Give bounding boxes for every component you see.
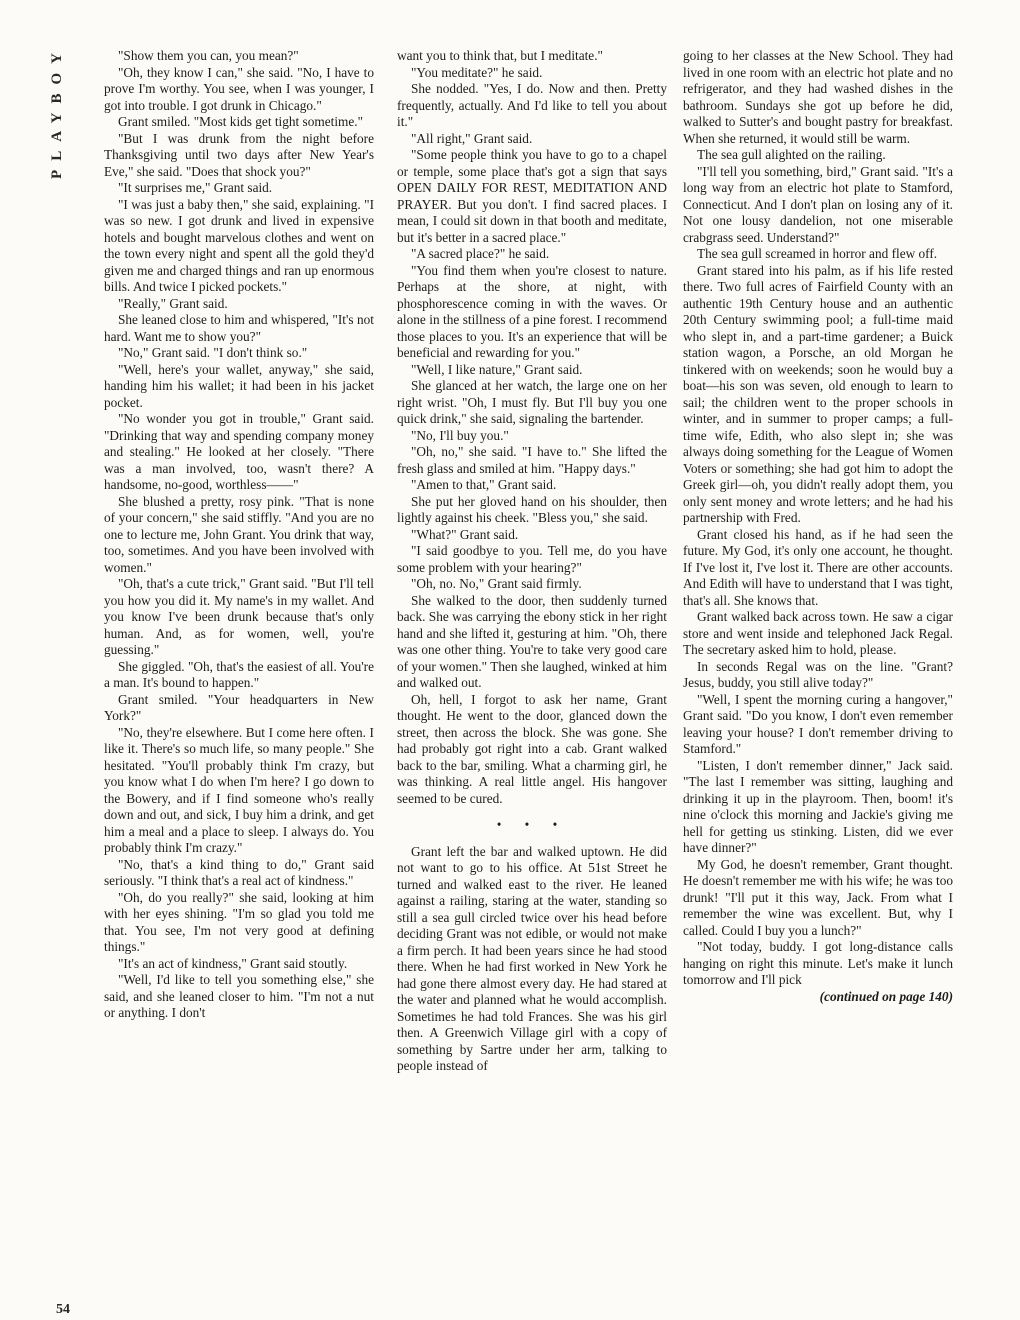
paragraph: "You find them when you're closest to nature. Perhaps at the shore, at night, with phosphorescence coming in with the waves. Or alone in the stillness of a pine forest. I recommend those places to you. It's an experience that will be beneficial and rewarding for you.": [397, 262, 667, 360]
paragraph: "But I was drunk from the night before Thanksgiving until two days after New Year's Eve," she said. "Does that shock you?": [104, 130, 374, 179]
paragraph: "Well, here's your wallet, anyway," she said, handing him his wallet; it had been in his jacket pocket.: [104, 361, 374, 410]
paragraph: "No, I'll buy you.": [411, 427, 509, 443]
paragraph: Grant left the bar and walked uptown. He did not want to go to his office. At 51st Street he turned and walked east to the river. He leaned against a railing, staring at the water, standing so still a sea gull circled twice over his head before deciding Grant was not edible, or would not make a firm perch. It had been years since he had stood there. When he had first worked in New York he had gone there almost every day. He had stared at the water and planned what he would accomplish. Sometimes he had told Frances. She was his girl then. A Greenwich Village girl with a copy of something by Sartre under her arm, talking to people instead of: [397, 843, 667, 1073]
paragraph: She leaned close to him and whispered, "It's not hard. Want me to show you?": [104, 312, 374, 344]
paragraph: My God, he doesn't remember, Grant thought. He doesn't remember me with his wife; he was too drunk! "I'll put it this way, Jack. From what I remember the wine was excellent. But, why I called. Could I buy you a lunch?": [683, 856, 953, 938]
paragraph: She nodded. "Yes, I do. Now and then. Pretty frequently, actually. And I'd like to tell you about it.": [397, 81, 667, 129]
paragraph: She giggled. "Oh, that's the easiest of all. You're a man. It's bound to happen.": [104, 658, 374, 690]
paragraph: "Really," Grant said.: [118, 295, 228, 311]
paragraph: "Oh, that's a cute trick," Grant said. "But I'll tell you how you did it. My name's in my wallet. And you know I've been drunk because that's only human. And, as for women, well, you're guessing.": [104, 576, 374, 657]
paragraph: "I was just a baby then," she said, explaining. "I was so new. I got drunk and lived in expensive hotels and bought marvelous clothes and went on the town every night and spent all the gold they'd given me and charged things and ran up enormous bills. And twice I picked pockets.": [104, 196, 374, 294]
paragraph: going to her classes at the New School. They had lived in one room with an electric hot plate and no refrigerator, and they had washed dishes in the bathroom. Sundays she got up before he did, walked to Sutter's and bought pastry for breakfast. When she returned, it would still be warm.: [683, 48, 953, 146]
paragraph: "Oh, they know I can," she said. "No, I have to prove I'm worthy. You see, when I was younger, I got into trouble. I got drunk in Chicago.": [104, 64, 374, 113]
paragraph: Grant closed his hand, as if he had seen the future. My God, it's only one account, he thought. If I've lost it, I've lost it. There are other accounts. And Edith will have to understand that I was tight, that's all. She knows that.: [683, 526, 953, 608]
magazine-masthead: PLAYBOY: [49, 44, 65, 179]
paragraph: Grant smiled. "Your headquarters in New York?": [104, 691, 374, 723]
paragraph: "I said goodbye to you. Tell me, do you have some problem with your hearing?": [397, 543, 667, 575]
column-3: [683, 48, 953, 1005]
paragraph: The sea gull alighted on the railing.: [697, 147, 886, 162]
paragraph: She blushed a pretty, rosy pink. "That is none of your concern," she said stiffly. "And you are no one to lecture me, John Grant. You drink that way, too, sometimes. And you have been involved with women.": [104, 493, 374, 575]
paragraph: "Oh, no," she said. "I have to." She lifted the fresh glass and smiled at him. "Happy days.": [397, 444, 667, 476]
paragraph: "What?" Grant said.: [411, 526, 519, 542]
paragraph: She put her gloved hand on his shoulder, then lightly against his cheek. "Bless you," she said.: [397, 493, 667, 525]
paragraph: "Well, I like nature," Grant said.: [411, 361, 583, 377]
paragraph: She glanced at her watch, the large one on her right wrist. "Oh, I must fly. But I'll buy you one quick drink," she said, signaling the bartender.: [397, 378, 667, 426]
paragraph: "It's an act of kindness," Grant said stoutly.: [118, 955, 348, 971]
paragraph: "You meditate?" he said.: [411, 64, 543, 80]
paragraph: want you to think that, but I meditate.": [397, 48, 603, 63]
paragraph: "Not today, buddy. I got long-distance calls hanging on right this minute. Let's make it lunch tomorrow and I'll pick: [683, 939, 953, 987]
paragraph: • • •: [496, 817, 568, 832]
paragraph: "Show them you can, you mean?": [118, 48, 299, 63]
paragraph: "Oh, no. No," Grant said firmly.: [411, 576, 582, 591]
paragraph: The sea gull screamed in horror and flew off.: [697, 246, 938, 261]
paragraph: She walked to the door, then suddenly turned back. She was carrying the ebony stick in her right hand and she lifted it, gesturing at him. "Oh, there was one other thing. You're to take very good care of your women." Then she laughed, winked at him and walked out.: [397, 592, 667, 690]
paragraph: "No wonder you got in trouble," Grant said. "Drinking that way and spending company money and stealing." He looked at her closely. "There was a man involved, too, wasn't there? A handsome, no-good, worthless——": [104, 411, 374, 492]
paragraph: "No, they're elsewhere. But I come here often. I like it. There's so much life, so many people." She hesitated. "You'll probably think I'm crazy, but you know what I do when I'm here? I go down to the Bowery, and if I find someone who's really down and out, and sick, I buy him a drink, and get him a meal and a place to sleep. I always do. You probably think I'm crazy.": [104, 724, 374, 855]
paragraph: "Some people think you have to go to a chapel or temple, some place that's got a sign that says OPEN DAILY FOR REST, MEDITATION AND PRAYER. But you don't. I find sacred places. I mean, I could sit down in that booth and meditate, but it's better in a sacred place.": [397, 147, 667, 245]
paragraph: "Amen to that," Grant said.: [411, 477, 557, 492]
paragraph: Grant smiled. "Most kids get tight sometime.": [118, 114, 364, 129]
paragraph: "I'll tell you something, bird," Grant said. "It's a long way from an electric hot plate to Stamford, Connecticut. And I don't plan on losing any of it. Not one lousy dandelion, not one miserable crabgrass seed. Understand?": [683, 163, 953, 245]
paragraph: "No, that's a kind thing to do," Grant said seriously. "I think that's a real act of kindness.": [104, 856, 374, 888]
paragraph: "Listen, I don't remember dinner," Jack said. "The last I remember was sitting, laughing and drinking it up in the playroom. Then, boom! it's nine o'clock this morning and Jackie's giving me hell for getting us stinking. Listen, did we ever have dinner?": [683, 757, 953, 855]
paragraph: "A sacred place?" he said.: [411, 246, 550, 261]
paragraph: "All right," Grant said.: [411, 130, 533, 146]
page-number: 54: [56, 1302, 70, 1317]
paragraph: "It surprises me," Grant said.: [118, 180, 273, 195]
paragraph: "Oh, do you really?" she said, looking at him with her eyes shining. "I'm so glad you told me that. You see, I'm not very good at defining things.": [104, 889, 374, 954]
paragraph: In seconds Regal was on the line. "Grant? Jesus, buddy, you still alive today?": [683, 658, 953, 690]
paragraph: Grant stared into his palm, as if his life rested there. Two full acres of Fairfield County with an authentic 19th Century house and an authentic 20th Century swimming pool; a full-time maid who slept in, and a part-time gardener; a Buick station wagon, a Porsche, an old Morgan he tinkered with on weekends; soon he would buy a boat—his son was seven, old enough to learn to sail; the children went to the proper schools in winter, and in summer to proper camps; a full-time wife, Edith, who also slept in; she was always doing something for the League of Women Voters or something; she had got him to adopt the Greek girl—oh, you didn't really adopt them, you only sent money and wrote letters; and he had his partnership with Fred.: [683, 262, 953, 525]
paragraph: "No," Grant said. "I don't think so.": [118, 345, 308, 360]
paragraph: (continued on page 140): [819, 988, 953, 1004]
column-1: [104, 48, 374, 1022]
paragraph: "Well, I'd like to tell you something else," she said, and she leaned closer to him. "I'm not a nut or anything. I don't: [104, 972, 374, 1020]
paragraph: Oh, hell, I forgot to ask her name, Grant thought. He went to the door, glanced down the street, then across the block. She was gone. She had probably got right into a cab. Grant walked back to the bar, smiling. What a charming girl, he was thinking. A real little angel. His hangover seemed to be cured.: [397, 691, 667, 806]
paragraph: Grant walked back across town. He saw a cigar store and went inside and telephoned Jack Regal. The secretary asked him to hold, please.: [683, 609, 953, 657]
paragraph: "Well, I spent the morning curing a hangover," Grant said. "Do you know, I don't even remember leaving your house? I don't remember driving to Stamford.": [683, 691, 953, 756]
column-2: [397, 48, 667, 1075]
